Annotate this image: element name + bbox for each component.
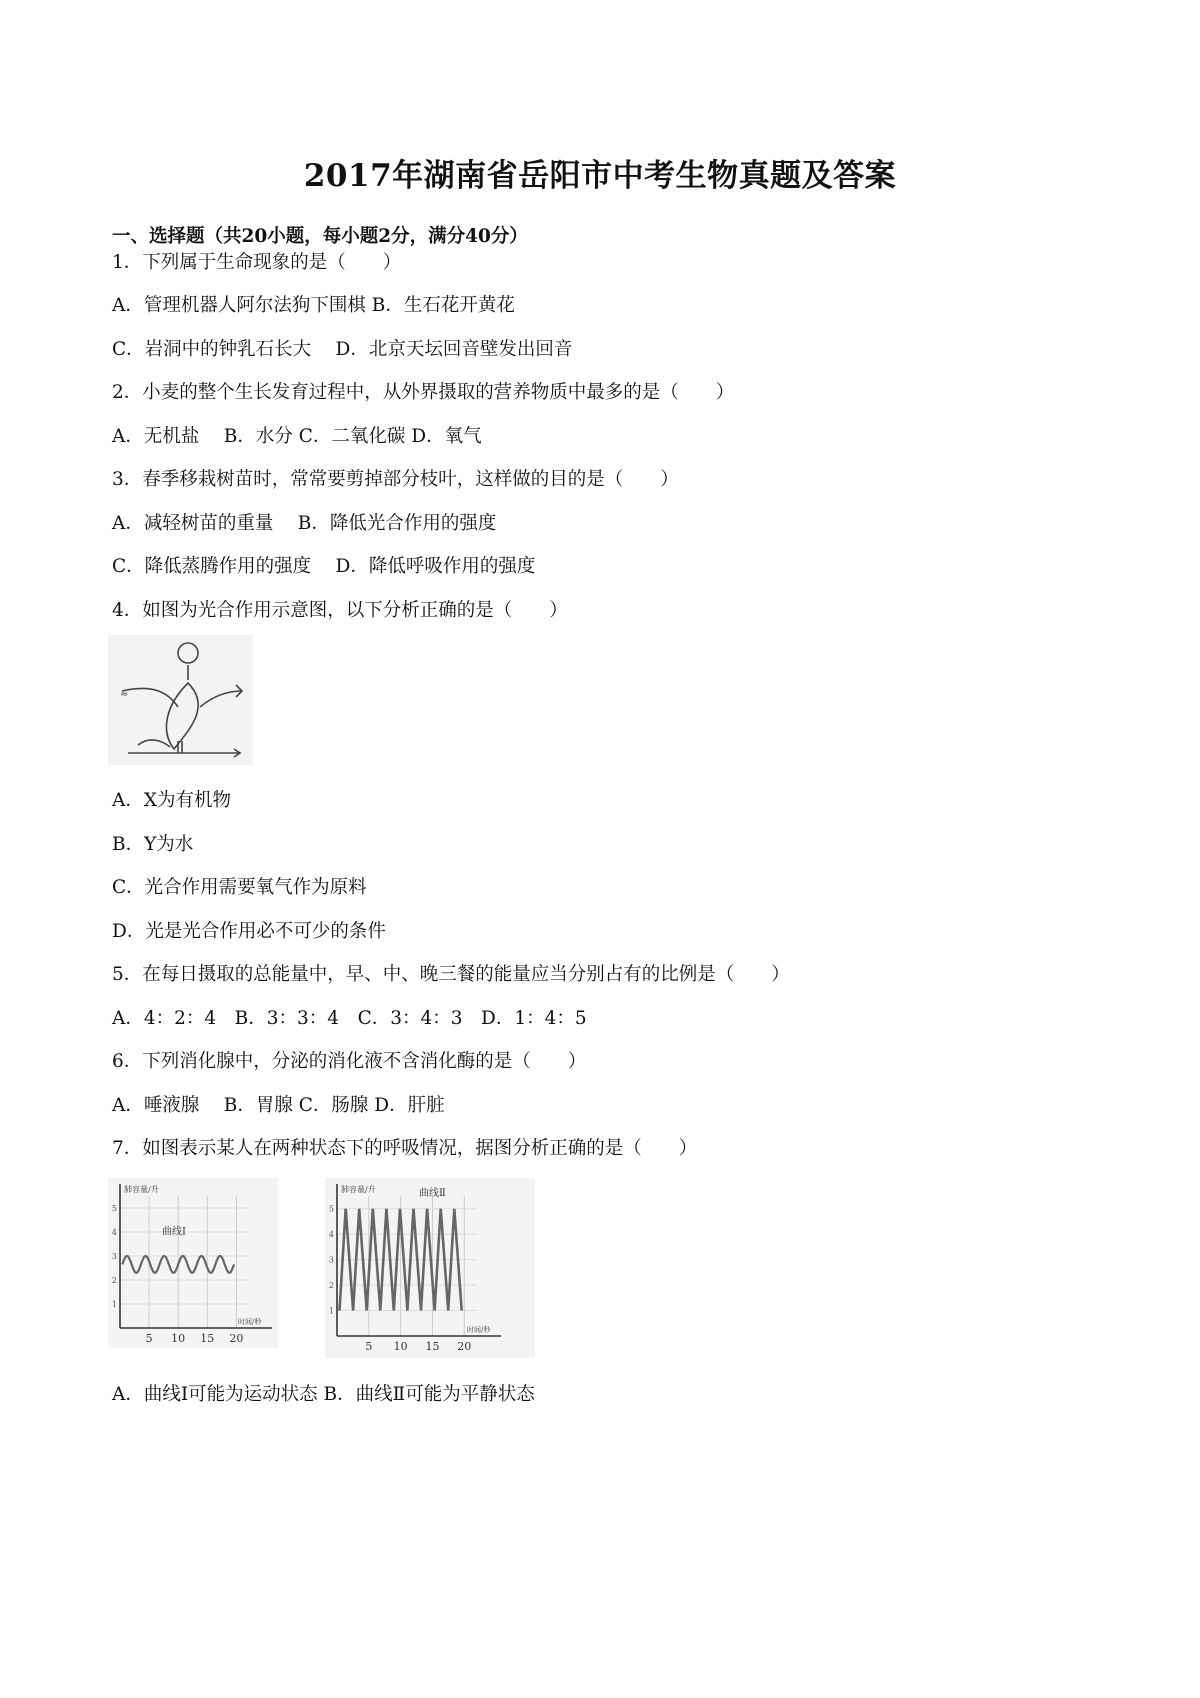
section-heading: 一、选择题（共20小题，每小题2分，满分40分） [112, 226, 528, 247]
question-3: 3．春季移栽树苗时，常常要剪掉部分枝叶，这样做的目的是（ ） [112, 469, 679, 490]
q3-options-cd: C．降低蒸腾作用的强度 D．降低呼吸作用的强度 [112, 556, 536, 577]
q5-options: A．4：2：4 B．3：3：4 C．3：4：3 D．1：4：5 [112, 1008, 587, 1029]
x-tick-label: 20 [229, 1332, 244, 1345]
q6-options: A．唾液腺 B．胃腺 C．肠腺 D．肝脏 [112, 1095, 445, 1116]
y-tick-label: 3 [328, 1255, 334, 1265]
q2-options: A．无机盐 B．水分 C．二氧化碳 D．氧气 [112, 426, 482, 447]
y-tick-label: 4 [111, 1228, 117, 1237]
y-axis-label: 肺容量/升 [124, 1185, 159, 1194]
y-tick-label: 1 [111, 1300, 117, 1309]
question-7: 7．如图表示某人在两种状态下的呼吸情况，据图分析正确的是（ ） [112, 1138, 698, 1159]
y-tick-label: 2 [328, 1281, 334, 1291]
y-tick-label: 3 [111, 1252, 117, 1261]
y-tick-label: 5 [111, 1204, 117, 1213]
breathing-chart-1 [108, 1178, 278, 1348]
y-tick-label: 4 [328, 1230, 334, 1240]
curve-title: 曲线Ⅱ [419, 1188, 446, 1199]
curve-title: 曲线Ⅰ [162, 1226, 186, 1238]
y-axis-label: 肺容量/升 [341, 1185, 376, 1194]
x-tick-label: 15 [200, 1332, 215, 1345]
x-tick-label: 5 [365, 1340, 373, 1353]
q1-options-cd: C．岩洞中的钟乳石长大 D．北京天坛回音壁发出回音 [112, 339, 573, 360]
question-4: 4．如图为光合作用示意图，以下分析正确的是（ ） [112, 600, 568, 621]
photosynthesis-diagram [108, 635, 253, 765]
x-tick-label: 10 [171, 1332, 186, 1345]
x-tick-label: 10 [393, 1340, 408, 1353]
breathing-chart-2 [325, 1178, 535, 1358]
x-axis-label: 时间/秒 [238, 1318, 262, 1326]
q7-options-ab: A．曲线Ⅰ可能为运动状态 B．曲线Ⅱ可能为平静状态 [112, 1384, 535, 1405]
y-tick-label: 5 [328, 1204, 334, 1214]
y-tick-label: 1 [328, 1306, 334, 1316]
x-axis-label: 时间/秒 [467, 1326, 491, 1334]
q1-options-ab: A．管理机器人阿尔法狗下围棋 B．生石花开黄花 [112, 295, 515, 316]
x-tick-label: 5 [145, 1332, 153, 1345]
y-tick-label: 2 [111, 1276, 117, 1285]
q4-option-c: C．光合作用需要氧气作为原料 [112, 877, 367, 898]
question-5: 5．在每日摄取的总能量中，早、中、晚三餐的能量应当分别占有的比例是（ ） [112, 964, 790, 985]
x-tick-label: 20 [457, 1340, 472, 1353]
x-tick-label: 15 [425, 1340, 440, 1353]
q3-options-ab: A．减轻树苗的重量 B．降低光合作用的强度 [112, 513, 497, 534]
q4-option-d: D．光是光合作用必不可少的条件 [112, 921, 386, 942]
q4-option-a: A．X为有机物 [112, 790, 232, 811]
q4-option-b: B．Y为水 [112, 834, 194, 855]
question-6: 6．下列消化腺中，分泌的消化液不含消化酶的是（ ） [112, 1051, 587, 1072]
page-title: 2017年湖南省岳阳市中考生物真题及答案 [303, 158, 897, 194]
question-2: 2．小麦的整个生长发育过程中，从外界摄取的营养物质中最多的是（ ） [112, 382, 735, 403]
svg-text:≈: ≈ [120, 689, 129, 700]
question-1: 1．下列属于生命现象的是（ ） [112, 252, 402, 273]
